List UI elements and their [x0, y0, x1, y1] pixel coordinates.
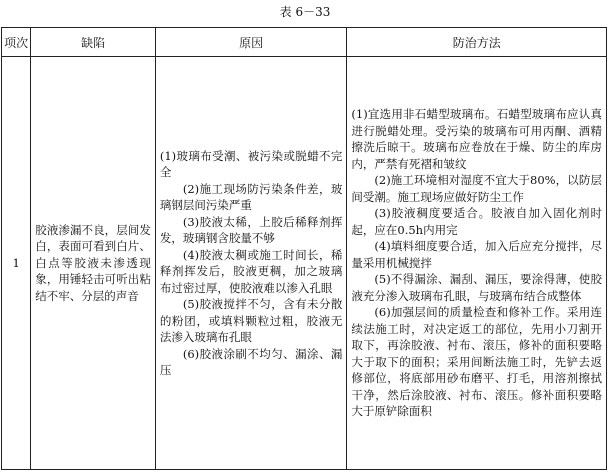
header-row	[2, 28, 607, 57]
method-item: (3)胶液稠度要适合。胶液自加入固化剂时起，应在0.5h内用完	[351, 206, 602, 237]
header-defect: 缺陷	[31, 28, 156, 57]
table-title: 表 6－33	[279, 5, 331, 19]
method-item: (1)宜选用非石蜡型玻璃布。石蜡型玻璃布应认真进行脱蜡处理。受污染的玻璃布可用丙酮、酒精擦洗后晾干。玻璃布应卷放在于燥、防尘的库房内，严禁有死褶和皱纹	[351, 107, 602, 171]
method-item: (6)加强层间的质量检查和修补工作。采用连续法施工时，对决定返工的部位，先用小刀割开取下，再涂胶液、衬布、滚压，修补的面积要略大于取下的面积；采用间断法施工时，先铲去返修部位，将底部用砂布磨平、打毛，用溶剂擦拭干净，然后涂胶液、衬布、滚压。修补面积要略大于原铲除面积	[351, 305, 602, 419]
defect-table	[1, 27, 607, 470]
defect-cell: 胶液渗漏不良，层间发白，表面可看到白片、白点等胶液未渗透现象，用锤轻击可听出粘结不牢、分层的声音	[31, 57, 156, 470]
cause-item: (6)胶液涂刷不均匀、漏涂、漏压	[159, 346, 343, 377]
cause-item: (3)胶液太稀，上胶后稀释剂挥发，玻璃钢含胶量不够	[159, 214, 343, 245]
method-item: (5)不得漏涂、漏刮、漏压，要涂得薄，使胶液充分渗入玻璃布孔眼，与玻璃布结合成整体	[351, 272, 602, 303]
method-item: (2)施工环境相对湿度不宜大于80%，以防层间受潮。施工现场应做好防尘工作	[351, 173, 602, 204]
cause-item: (5)胶液搅拌不匀，含有未分散的粉团，或填料颗粒过粗，胶液无法渗入玻璃布孔眼	[159, 297, 343, 344]
row-index: 1	[2, 57, 31, 470]
method-cell	[347, 57, 607, 470]
cause-item: (4)胶液太稠或施工时间长，稀释剂挥发后，胶液更稠，加之玻璃布过密过厚，使胶液难以渗入孔眼	[159, 247, 343, 295]
method-item: (4)填料细度要合适，加入后应充分搅拌，尽量采用机械搅拌	[351, 239, 602, 270]
cause-item: (1)玻璃布受潮、被污染或脱蜡不完全	[159, 148, 343, 179]
table-row	[2, 57, 607, 470]
header-cause: 原因	[155, 28, 347, 57]
cause-item: (2)施工现场防污染条件差，玻璃钢层间污染严重	[159, 181, 343, 212]
cause-cell	[155, 57, 347, 470]
header-method: 防治方法	[347, 28, 607, 57]
header-index: 项次	[2, 28, 31, 57]
